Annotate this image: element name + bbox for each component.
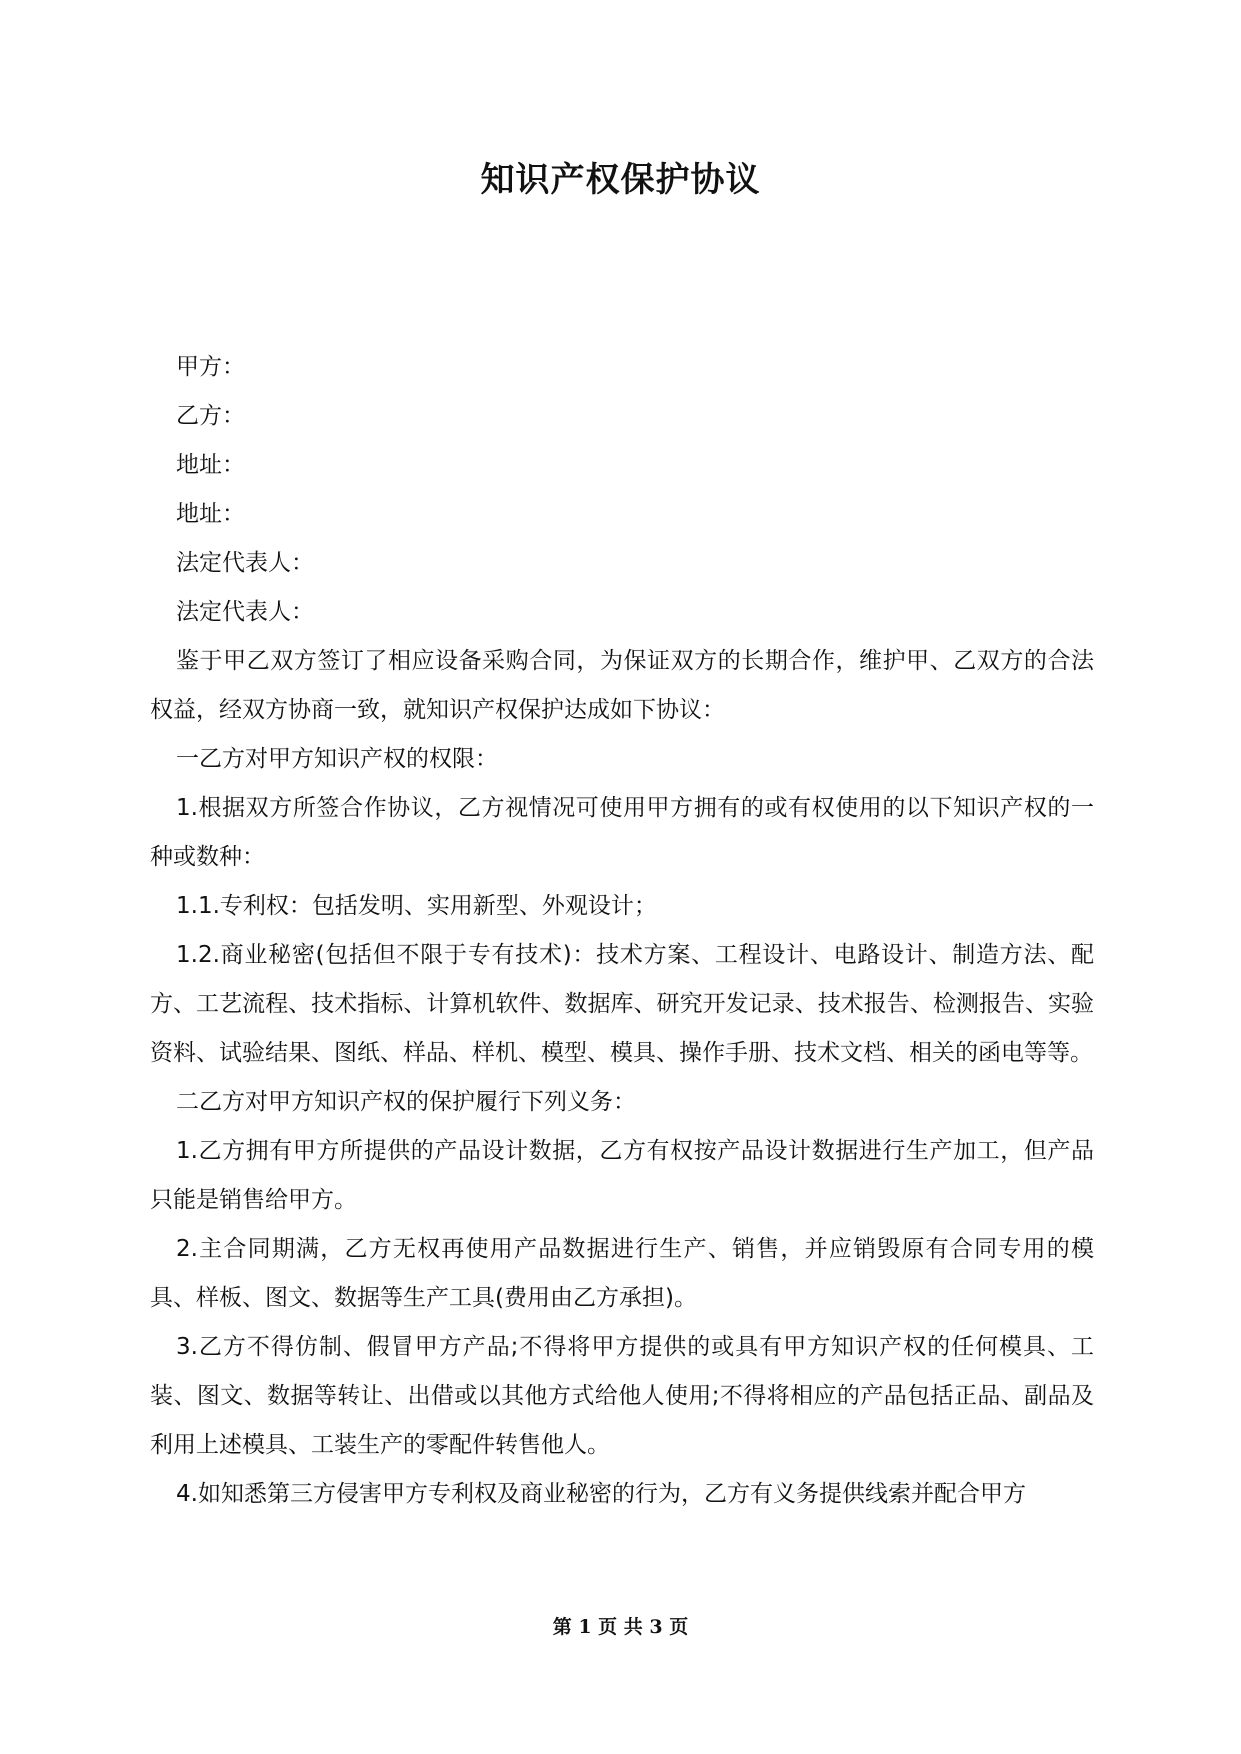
address-line: 地址：	[176, 452, 245, 478]
legal-representative-line: 法定代表人：	[176, 550, 314, 576]
clause-paragraph: 1.1.专利权：包括发明、实用新型、外观设计；	[176, 893, 657, 919]
section-heading: 二乙方对甲方知识产权的保护履行下列义务：	[176, 1089, 636, 1115]
clause-paragraph: 3.乙方不得仿制、假冒甲方产品;不得将甲方提供的或具有甲方知识产权的任何模具、工装、图文、数据等转让、出借或以其他方式给他人使用;不得将相应的产品包括正品、副品及利用上述模具、工装生产的零配件转售他人。	[150, 1334, 1094, 1458]
clause-paragraph: 2.主合同期满，乙方无权再使用产品数据进行生产、销售，并应销毁原有合同专用的模具、样板、图文、数据等生产工具(费用由乙方承担)。	[150, 1236, 1094, 1311]
section-heading: 一乙方对甲方知识产权的权限：	[176, 746, 498, 772]
document-body	[150, 343, 1094, 1519]
clause-paragraph: 1.乙方拥有甲方所提供的产品设计数据，乙方有权按产品设计数据进行生产加工，但产品只能是销售给甲方。	[150, 1138, 1094, 1213]
page-number-footer: 第 1 页 共 3 页	[552, 1616, 689, 1638]
party-b-line: 乙方：	[176, 403, 245, 429]
address-line: 地址：	[176, 501, 245, 527]
party-a-line: 甲方：	[176, 354, 245, 380]
document-title: 知识产权保护协议	[480, 160, 761, 200]
clause-paragraph: 1.根据双方所签合作协议，乙方视情况可使用甲方拥有的或有权使用的以下知识产权的一种或数种：	[150, 795, 1094, 870]
clause-paragraph: 1.2.商业秘密(包括但不限于专有技术)：技术方案、工程设计、电路设计、制造方法、配方、工艺流程、技术指标、计算机软件、数据库、研究开发记录、技术报告、检测报告、实验资料、试验结果、图纸、样品、样机、模型、模具、操作手册、技术文档、相关的函电等等。	[150, 942, 1094, 1066]
legal-representative-line: 法定代表人：	[176, 599, 314, 625]
preamble-paragraph: 鉴于甲乙双方签订了相应设备采购合同，为保证双方的长期合作，维护甲、乙双方的合法权益，经双方协商一致，就知识产权保护达成如下协议：	[150, 648, 1094, 723]
clause-paragraph: 4.如知悉第三方侵害甲方专利权及商业秘密的行为，乙方有义务提供线索并配合甲方	[176, 1481, 1026, 1507]
